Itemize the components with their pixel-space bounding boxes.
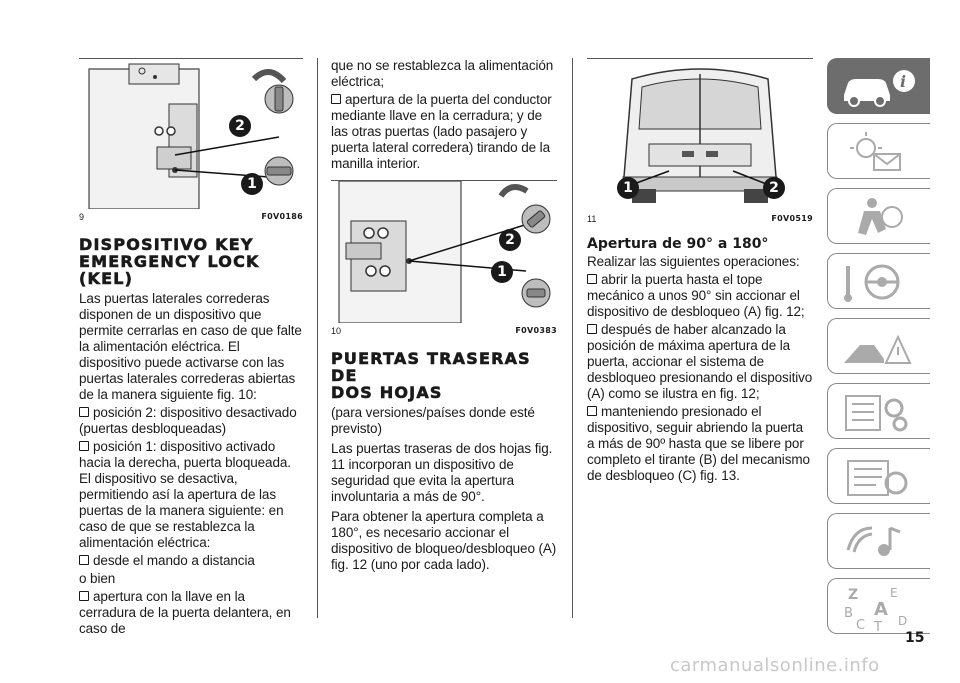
paragraph: Para obtener la apertura completa a 180°, es necesario accionar el dispositivo de bloqueo/desbloqueo (A) fig. 12 (uno por cada lado). [331,509,557,572]
index-letter: C [856,618,866,631]
figure-kel-lock [79,59,303,209]
figure-badge-1: 1 [491,261,513,283]
figure-badge-1: 1 [617,177,639,199]
bullet-item [587,272,813,320]
bullet-item [331,92,557,172]
steering-wheel-icon [838,258,918,306]
tab-index[interactable] [827,578,930,634]
bullet-item [587,404,813,484]
figure-code: F0V0383 [515,326,557,335]
bullet-icon [79,407,89,417]
maintenance-icon [838,388,918,436]
heading-line-1: PUERTAS TRASERAS DE [331,349,531,385]
index-letter: D [898,614,908,628]
figure-code: F0V0519 [771,214,813,223]
paragraph-intro: Realizar las siguientes operaciones: [587,254,800,269]
bullet-icon [79,591,89,601]
figure-caption [79,212,303,222]
figure-badge-1: 1 [241,173,263,195]
bullet-text: posición 2: dispositivo desactivado (puertas desbloqueadas) [79,405,297,436]
index-icon [838,583,918,631]
figure-badge-2: 2 [499,229,521,251]
paragraph-intro: Las puertas laterales correderas disponen de un dispositivo que permite cerrarlas en caso de que falte la alimentación eléctrica. El dispositivo puede activarse con las puertas laterales correderas abiertas de la manera siguiente fig. 10: [79,291,302,402]
tab-multimedia[interactable] [827,513,930,569]
tab-starting-driving[interactable] [827,253,930,309]
car-info-icon [838,63,918,111]
tab-warning-lights[interactable] [827,123,930,179]
figure-number: 11 [587,214,597,224]
index-letter: Z [848,587,859,603]
bullet-text: manteniendo presionado el dispositivo, seguir abriendo la puerta a más de 90º hasta que se libere por completo el tirante (B) del mecanismo de desbloqueo (C) fig. 13. [587,404,810,483]
column-divider [572,58,573,618]
tab-safety[interactable] [827,188,930,244]
svg-text:i: i [900,72,907,91]
figure-caption [331,326,557,336]
column-divider [317,58,318,618]
figure-number: 9 [79,212,85,222]
paragraph-continuation: que no se restablezca la alimentación eléctrica; [331,58,554,89]
bullet-text: apertura con la llave en la cerradura de la puerta delantera, en caso de [79,589,291,636]
section-heading-kel [79,236,303,287]
paragraph-or: o bien [79,571,116,586]
bullet-icon [331,94,341,104]
figure-rear-door-lock [331,181,557,323]
figure-number: 10 [331,326,342,336]
bullet-text: después de haber alcanzado la posición de máxima apertura de la puerta, accionar el sistema de desbloqueo presionando el dispositivo (A) como se ilustra en fig. 12; [587,322,813,401]
figure-badge-2: 2 [763,177,785,199]
bullet-icon [79,441,89,451]
bullet-text: abrir la puerta hasta el tope mecánico a unos 90° sin accionar el dispositivo de desbloqueo (A) fig. 12; [587,272,805,319]
watermark: carmanualsonline.info [670,655,880,676]
airbag-safety-icon [838,193,918,241]
heading-line-1: DISPOSITIVO KEY [79,235,254,254]
index-letter: A [874,599,888,620]
column-1 [79,58,303,639]
column-3 [587,58,813,486]
bullet-icon [587,406,597,416]
heading-line-2: EMERGENCY LOCK (KEL) [79,252,260,288]
chapter-tabs [827,58,930,643]
bullet-icon [79,555,89,565]
kel-lock-illustration [79,59,303,209]
bullet-item [79,553,303,569]
index-letter: B [844,606,853,621]
figure-van-rear [587,59,813,211]
tab-technical-data[interactable] [827,448,930,504]
bullet-item [79,439,303,551]
heading-line-2: DOS HOJAS [331,383,443,402]
section-heading-rear-doors [331,350,557,401]
figure-caption [587,214,813,224]
bullet-text: desde el mando a distancia [93,553,255,568]
rear-door-lock-illustration [331,181,557,323]
column-2 [331,58,557,575]
bullet-item [79,589,303,637]
page-number: 15 [905,630,925,646]
bullet-text: posición 1: dispositivo activado hacia la derecha, puerta bloqueada. El dispositivo se desactiva, permitiendo así la apertura de las puertas de la manera siguiente: en caso de que se restablezca la alimentación eléctrica: [79,439,291,550]
tab-car-info[interactable] [827,58,930,114]
paragraph: Las puertas traseras de dos hojas fig. 11 incorporan un dispositivo de seguridad que evita la apertura involuntaria a más de 90°. [331,441,553,504]
technical-data-icon [838,453,918,501]
bullet-text: apertura de la puerta del conductor mediante llave en la cerradura; y de las otras puertas (lado pasajero y puerta lateral corredera) tirando de la manilla interior. [331,92,552,171]
bullet-icon [587,324,597,334]
figure-badge-2: 2 [229,115,251,137]
index-letter: T [874,620,882,631]
tab-maintenance[interactable] [827,383,930,439]
multimedia-icon [838,518,918,566]
paragraph: (para versiones/países donde esté previsto) [331,405,535,436]
bullet-item [587,322,813,402]
bullet-icon [587,274,597,284]
bullet-item [79,405,303,437]
tab-emergency[interactable] [827,318,930,374]
index-letter: E [890,586,898,600]
subheading-90-180: Apertura de 90° a 180° [587,236,769,252]
emergency-road-icon [838,323,918,371]
warning-lights-icon [838,128,918,176]
figure-code: F0V0186 [261,212,303,221]
